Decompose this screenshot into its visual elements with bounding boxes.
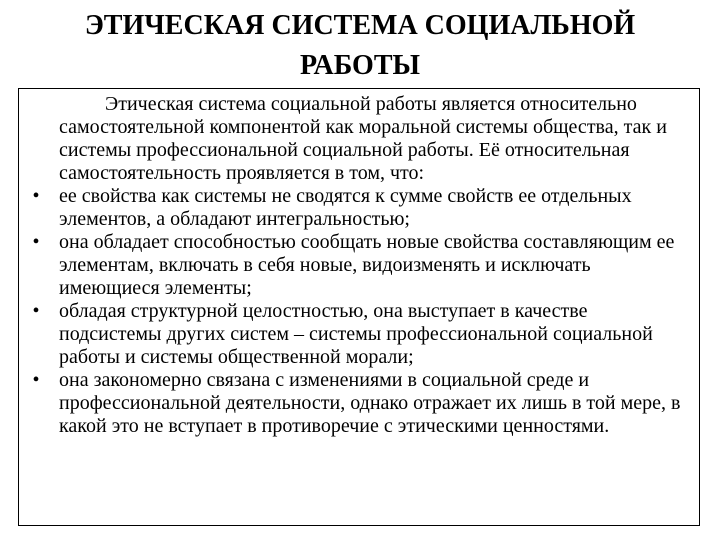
bullet-text: обладая структурной целостностью, она выступает в качестве подсистемы других систем – системы профессиональной социальной работы и системы общественной морали; [59, 300, 653, 368]
bullet-text: она закономерно связана с изменениями в социальной среде и профессиональной деятельности, однако отражает их лишь в той мере, в какой это не вступает в противоречие с этическими ценностями. [59, 369, 681, 437]
bullet-dot-icon: • [32, 185, 40, 207]
bullet-dot-icon: • [32, 300, 40, 322]
content-box [18, 88, 700, 526]
slide-title [0, 6, 720, 86]
intro-paragraph: Этическая система социальной работы является относительно самостоятельной компонентой как моральной системы общества, так и системы профессиональной социальной работы. Её относительная самостоятельность проявляется в том, что: [59, 93, 667, 184]
bullet-item [25, 231, 691, 300]
bullet-item [25, 300, 691, 369]
bullet-dot-icon: • [32, 231, 40, 253]
slide-title-line-1: ЭТИЧЕСКАЯ СИСТЕМА СОЦИАЛЬНОЙ [84, 10, 636, 41]
bullet-list [25, 185, 691, 438]
slide-title-line-2: РАБОТЫ [299, 50, 420, 81]
bullet-text: она обладает способностью сообщать новые свойства составляющим ее элементам, включать в себя новые, видоизменять и исключать имеющиеся элементы; [59, 231, 675, 299]
bullet-dot-icon: • [32, 369, 40, 391]
bullet-item [25, 369, 691, 438]
bullet-text: ее свойства как системы не сводятся к сумме свойств ее отдельных элементов, а обладают интегральностью; [59, 185, 632, 230]
bullet-item [25, 185, 691, 231]
